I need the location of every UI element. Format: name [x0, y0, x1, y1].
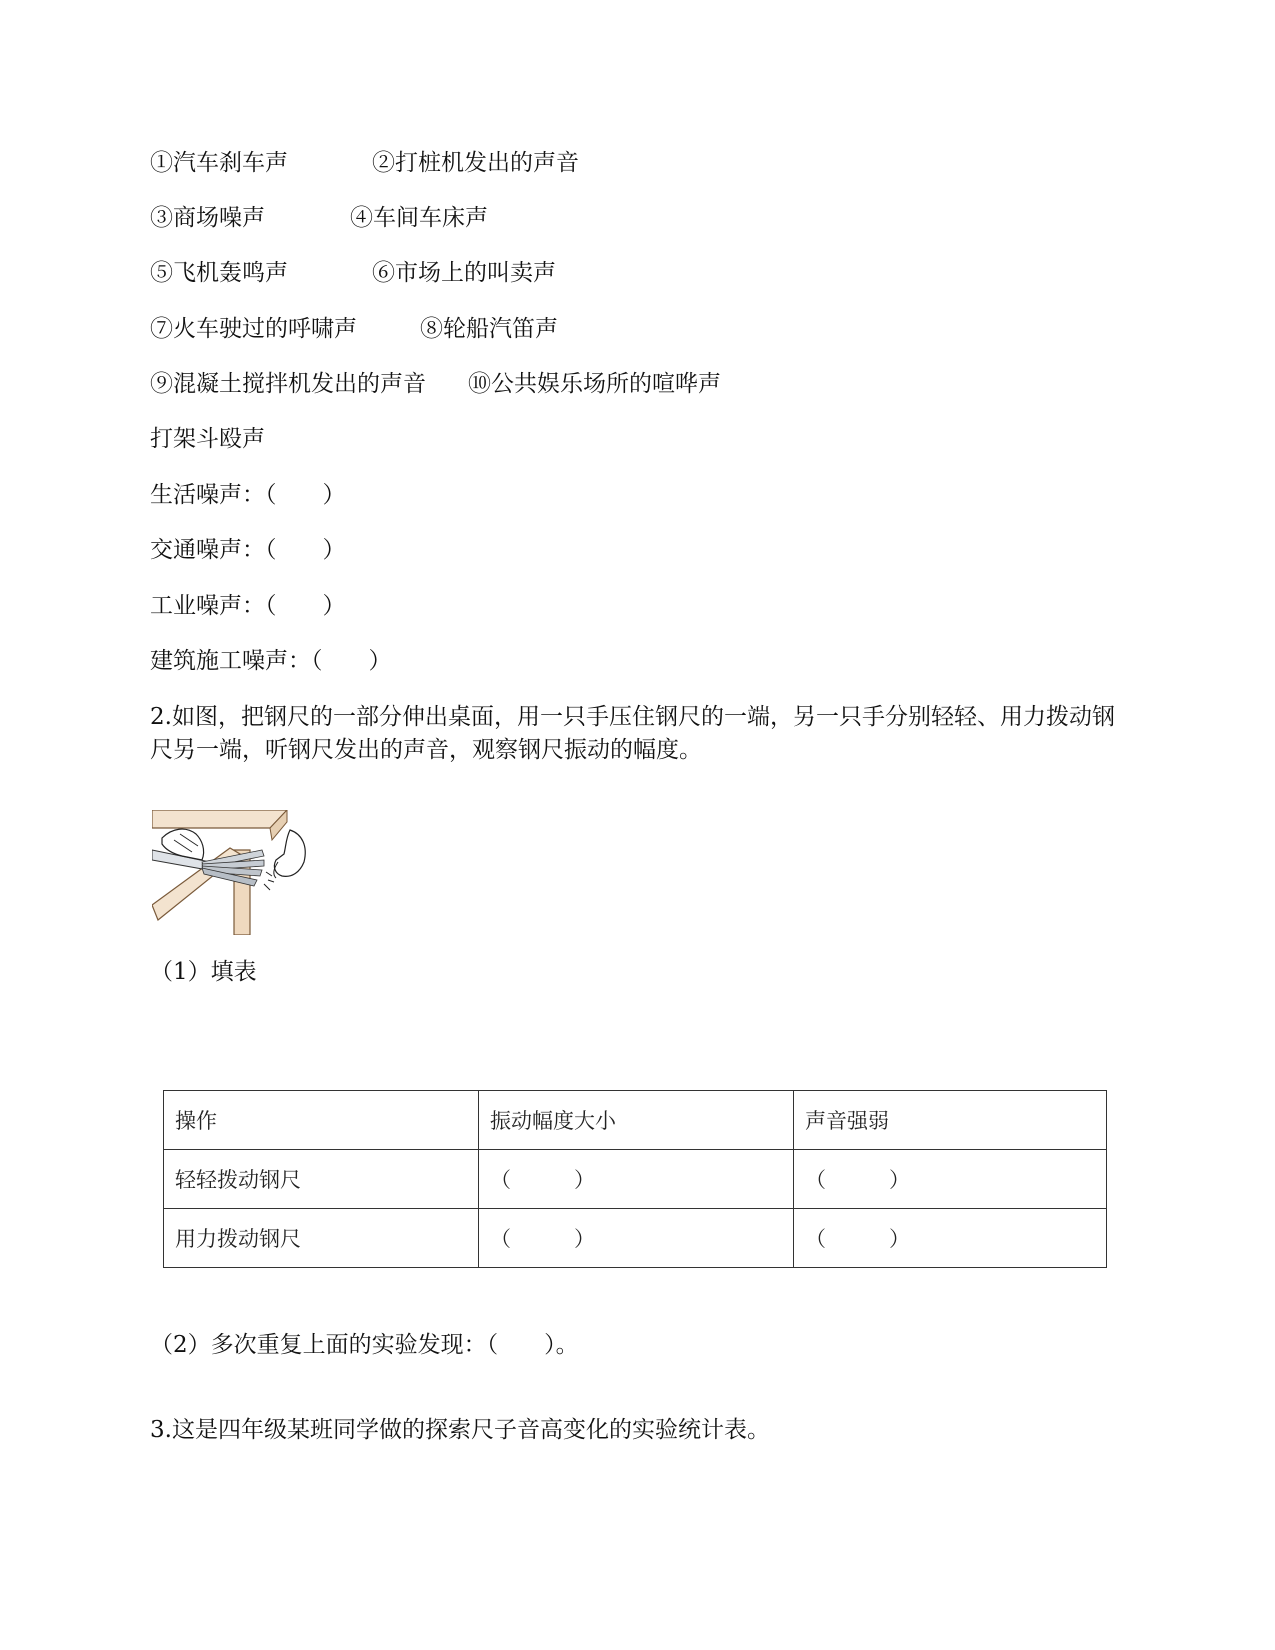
- table-cell-amplitude-blank[interactable]: （ ）: [479, 1209, 794, 1268]
- item-4: ④车间车床声: [350, 205, 488, 231]
- item-7: ⑦火车驶过的呼啸声: [150, 316, 357, 342]
- item-8: ⑧轮船汽笛声: [420, 316, 558, 342]
- table-header-cell: 操作: [164, 1091, 479, 1150]
- question-3-text: 3.这是四年级某班同学做的探索尺子音高变化的实验统计表。: [150, 1417, 770, 1443]
- item-row-2: [150, 203, 488, 233]
- item-1: ①汽车刹车声: [150, 150, 288, 176]
- experiment-table: [163, 1090, 1107, 1268]
- item-row-5: [150, 369, 721, 399]
- item-10: ⑩公共娱乐场所的喧哗声: [468, 371, 721, 397]
- category-construction-noise[interactable]: 建筑施工噪声：（ ）: [150, 648, 392, 674]
- table-header-cell: 声音强弱: [794, 1091, 1107, 1150]
- question-2-text: 2.如图，把钢尺的一部分伸出桌面，用一只手压住钢尺的一端，另一只手分别轻轻、用力拨动钢尺另一端，听钢尺发出的声音，观察钢尺振动的幅度。: [150, 704, 1115, 763]
- item-row-4: [150, 314, 558, 344]
- table-header-row: [164, 1091, 1107, 1150]
- table-cell-operation: 轻轻拨动钢尺: [164, 1150, 479, 1209]
- table-cell-operation: 用力拨动钢尺: [164, 1209, 479, 1268]
- table-row: [164, 1150, 1107, 1209]
- table-cell-loudness-blank[interactable]: （ ）: [794, 1209, 1107, 1268]
- item-extra: 打架斗殴声: [150, 426, 265, 452]
- item-row-3: [150, 258, 556, 288]
- item-6: ⑥市场上的叫卖声: [372, 260, 556, 286]
- ruler-experiment-illustration: [152, 810, 317, 935]
- item-9: ⑨混凝土搅拌机发出的声音: [150, 371, 426, 397]
- table-cell-loudness-blank[interactable]: （ ）: [794, 1150, 1107, 1209]
- table-row: [164, 1209, 1107, 1268]
- item-row-1: [150, 148, 579, 178]
- category-traffic-noise[interactable]: 交通噪声：（ ）: [150, 537, 346, 563]
- item-5: ⑤飞机轰鸣声: [150, 260, 288, 286]
- item-2: ②打桩机发出的声音: [372, 150, 579, 176]
- category-life-noise[interactable]: 生活噪声：（ ）: [150, 482, 346, 508]
- question-2-part-1: （1）填表: [150, 959, 257, 985]
- category-industrial-noise[interactable]: 工业噪声：（ ）: [150, 593, 346, 619]
- table-cell-amplitude-blank[interactable]: （ ）: [479, 1150, 794, 1209]
- item-3: ③商场噪声: [150, 205, 265, 231]
- question-2-part-2[interactable]: （2）多次重复上面的实验发现：（ ）。: [150, 1332, 579, 1358]
- table-header-cell: 振动幅度大小: [479, 1091, 794, 1150]
